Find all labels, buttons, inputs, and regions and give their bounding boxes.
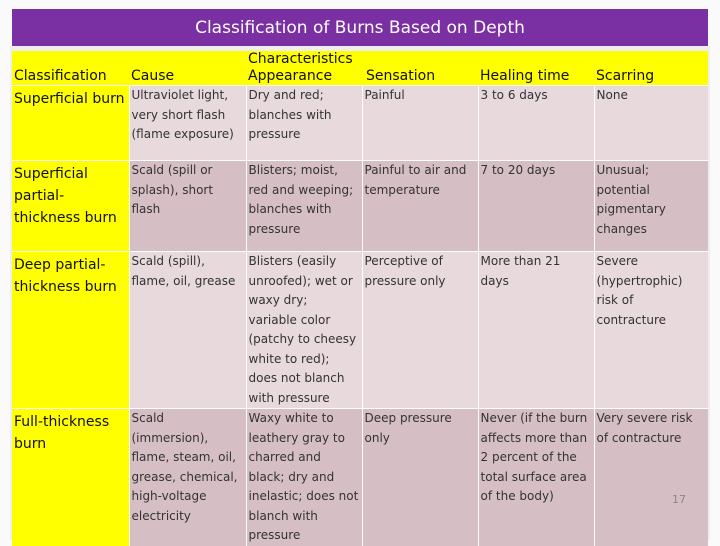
row-sensation: Painful to air and temperature	[362, 161, 478, 252]
header-cause: Cause	[129, 51, 246, 86]
row-sensation: Painful	[362, 86, 478, 161]
row-healing-time: 7 to 20 days	[478, 161, 594, 252]
header-sensation: Sensation	[366, 68, 436, 84]
row-scarring: Unusual; potential pigmentary changes	[594, 161, 708, 252]
header-characteristics-label: Characteristics	[248, 51, 353, 67]
row-appearance: Dry and red; blanches with pressure	[246, 86, 362, 161]
row-healing-time: More than 21 days	[478, 252, 594, 409]
slide-title: Classification of Burns Based on Depth	[12, 9, 708, 47]
row-classification: Superficial partial-thickness burn	[12, 161, 129, 252]
table-row	[12, 252, 708, 409]
header-classification: Classification	[12, 51, 129, 86]
header-characteristics	[246, 51, 478, 86]
row-scarring: None	[594, 86, 708, 161]
table-row	[12, 409, 708, 546]
row-classification: Full-thickness burn	[12, 409, 129, 546]
page-number: 17	[672, 493, 686, 506]
burn-classification-table	[12, 51, 708, 546]
header-healing-time: Healing time	[478, 51, 594, 86]
row-classification: Superficial burn	[12, 86, 129, 161]
row-scarring: Very severe risk of contracture	[594, 409, 708, 546]
row-scarring: Severe (hypertrophic) risk of contracture	[594, 252, 708, 409]
row-cause: Scald (spill or splash), short flash	[129, 161, 246, 252]
header-appearance: Appearance	[248, 68, 333, 84]
row-appearance: Waxy white to leathery gray to charred and black; dry and inelastic; does not blanch with pressure	[246, 409, 362, 546]
row-healing-time: 3 to 6 days	[478, 86, 594, 161]
table-row	[12, 161, 708, 252]
row-sensation: Deep pressure only	[362, 409, 478, 546]
row-appearance: Blisters (easily unroofed); wet or waxy dry; variable color (patchy to cheesy white to red); does not blanch with pressure	[246, 252, 362, 409]
header-scarring: Scarring	[594, 51, 708, 86]
row-cause: Ultraviolet light, very short flash (flame exposure)	[129, 86, 246, 161]
header-row	[12, 51, 708, 86]
row-classification: Deep partial-thickness burn	[12, 252, 129, 409]
row-healing-time: Never (if the burn affects more than 2 percent of the total surface area of the body)	[478, 409, 594, 546]
table-row	[12, 86, 708, 161]
row-cause: Scald (immersion), flame, steam, oil, grease, chemical, high-voltage electricity	[129, 409, 246, 546]
row-sensation: Perceptive of pressure only	[362, 252, 478, 409]
row-appearance: Blisters; moist, red and weeping; blanches with pressure	[246, 161, 362, 252]
row-cause: Scald (spill), flame, oil, grease	[129, 252, 246, 409]
